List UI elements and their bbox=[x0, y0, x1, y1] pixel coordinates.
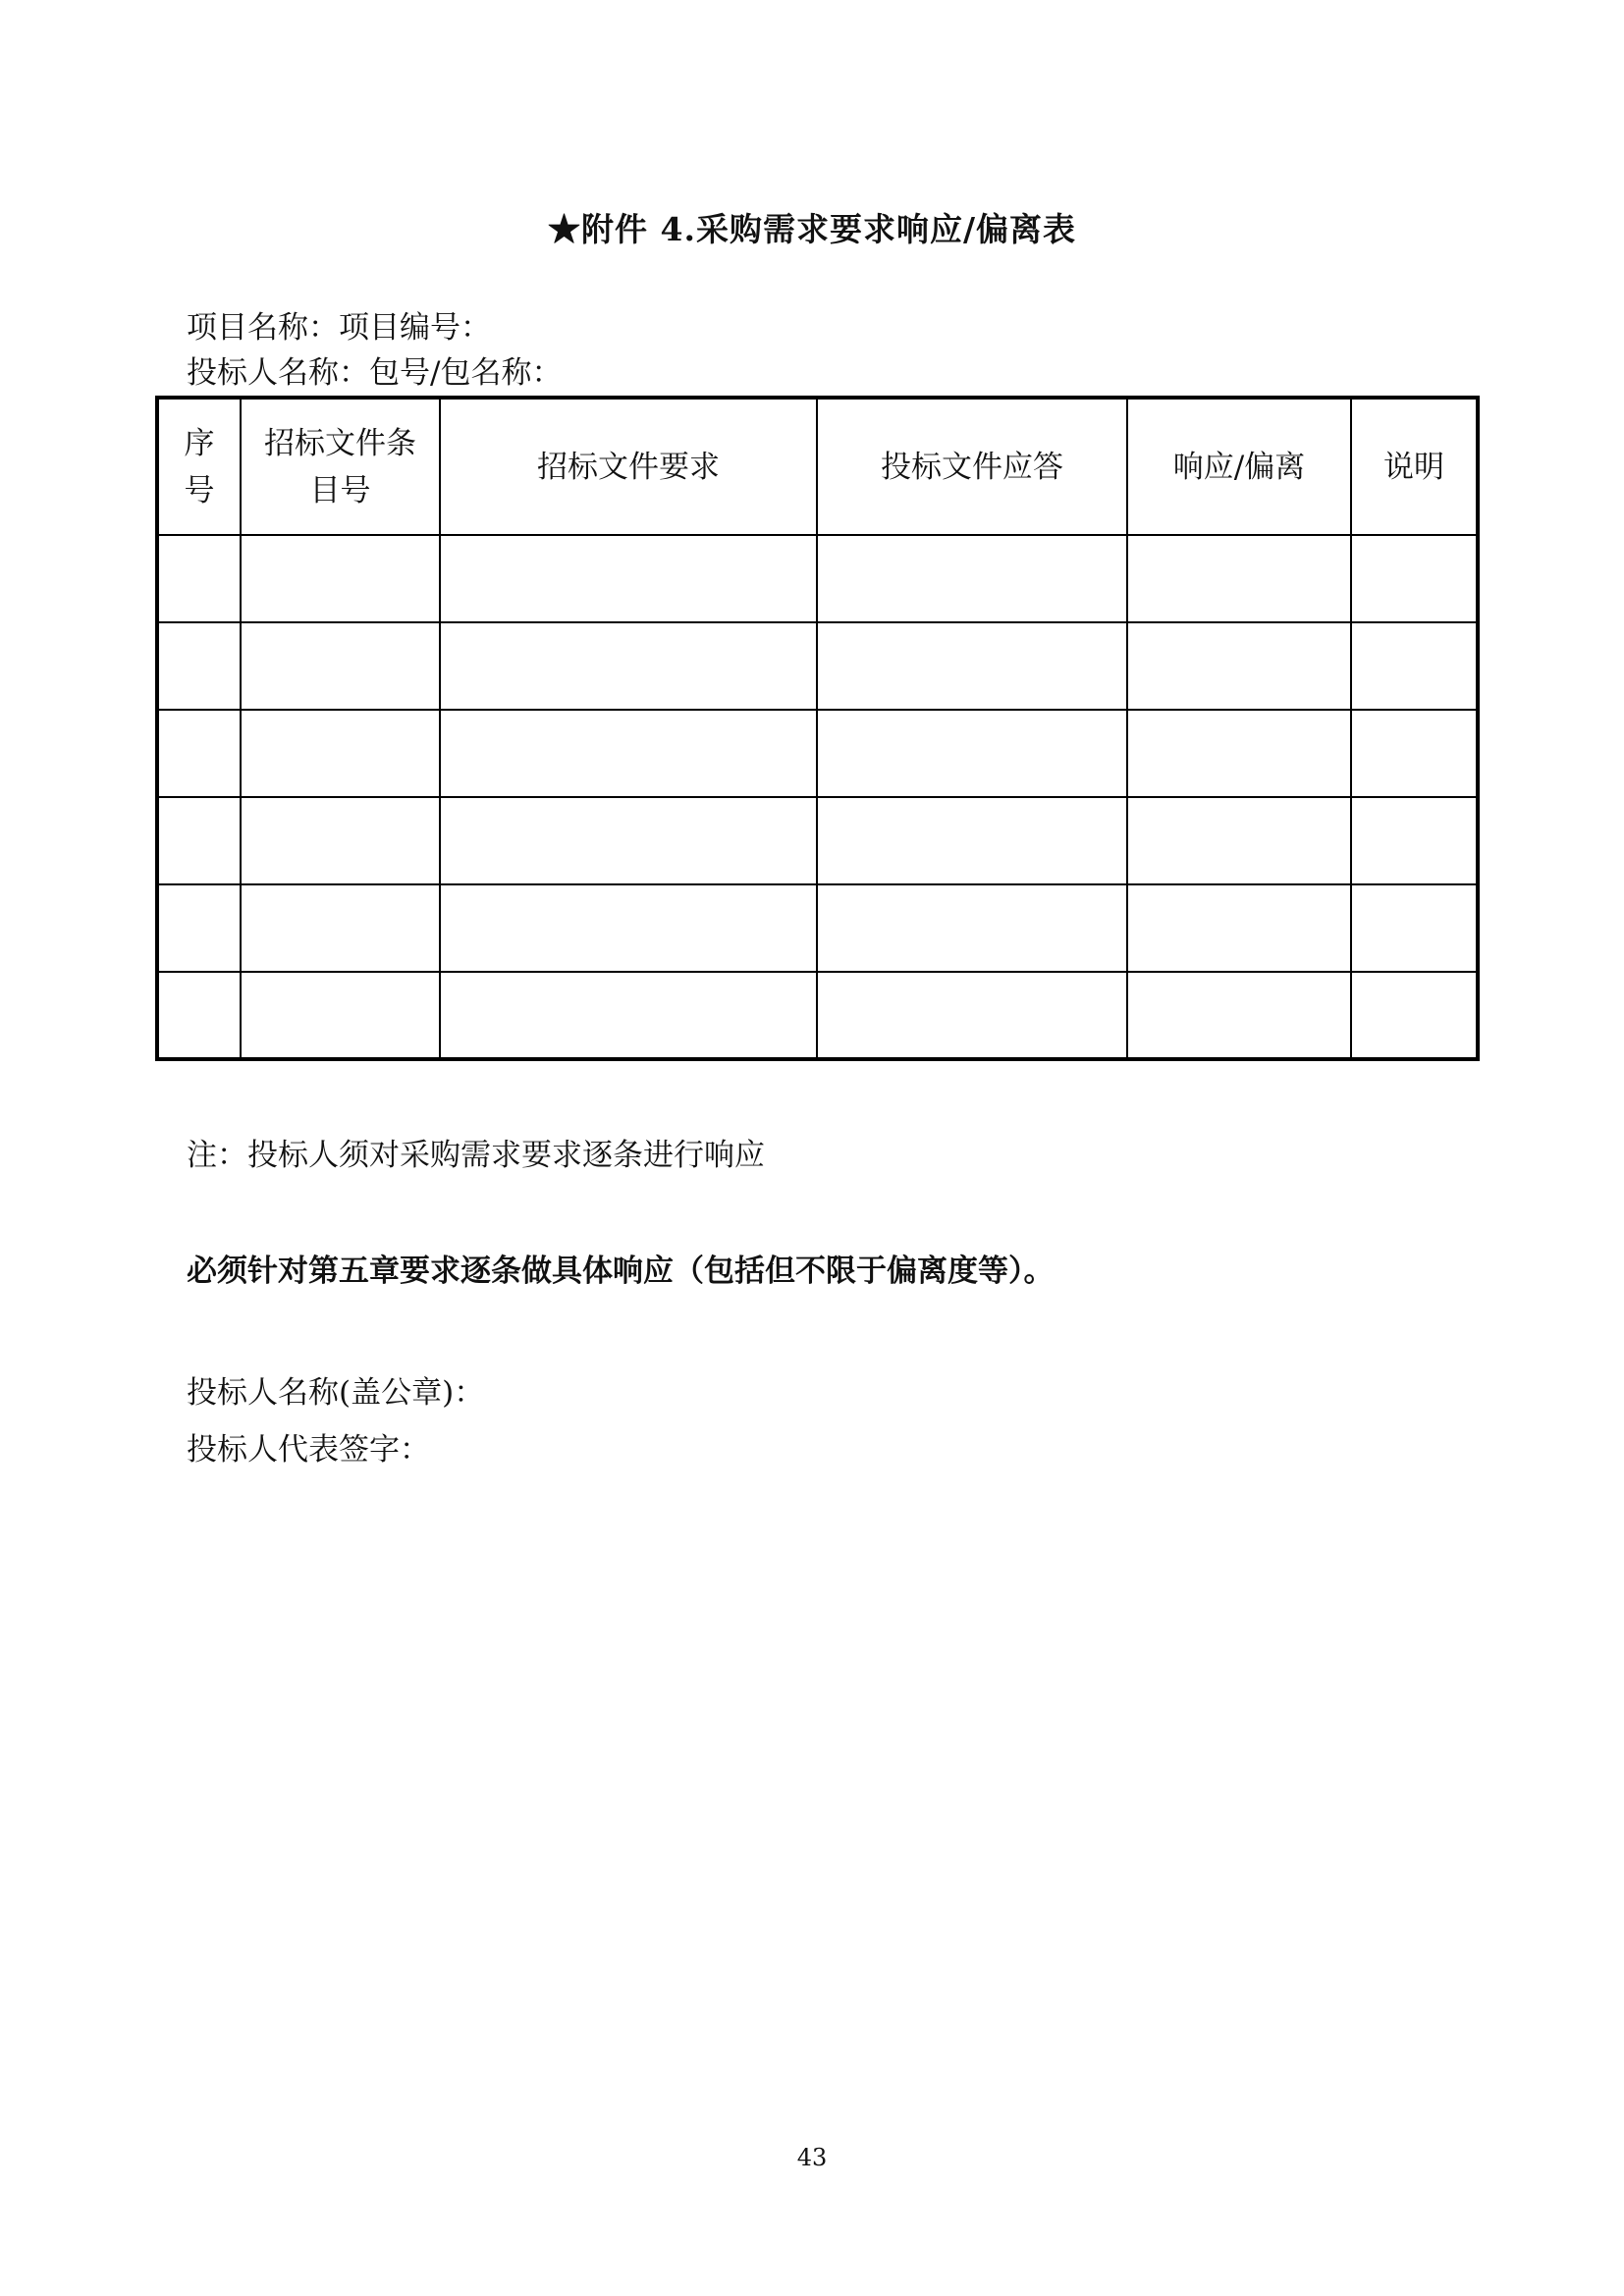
table-row bbox=[157, 884, 1478, 972]
header-seq bbox=[157, 398, 241, 535]
table-cell bbox=[1127, 710, 1351, 797]
header-remarks: 说明 bbox=[1351, 398, 1478, 535]
header-requirement: 招标文件要求 bbox=[440, 398, 817, 535]
table-cell bbox=[241, 622, 440, 710]
bold-note-text: 必须针对第五章要求逐条做具体响应（包括但不限于偏离度等）。 bbox=[187, 1254, 1055, 1289]
table-cell bbox=[817, 622, 1127, 710]
bidder-info-line: 投标人名称：包号/包名称： bbox=[187, 355, 563, 391]
table-cell bbox=[1127, 535, 1351, 622]
table-cell bbox=[440, 535, 817, 622]
representative-sign-line: 投标人代表签字： bbox=[187, 1432, 430, 1468]
table-cell bbox=[157, 972, 241, 1059]
table-cell bbox=[1127, 972, 1351, 1059]
table-row bbox=[157, 710, 1478, 797]
table-cell bbox=[241, 884, 440, 972]
table-header-row bbox=[157, 398, 1478, 535]
table-cell bbox=[1127, 884, 1351, 972]
table-cell bbox=[1351, 972, 1478, 1059]
header-response: 投标文件应答 bbox=[817, 398, 1127, 535]
table-cell bbox=[817, 797, 1127, 884]
table-cell bbox=[440, 884, 817, 972]
table-cell bbox=[157, 710, 241, 797]
table-cell bbox=[1127, 622, 1351, 710]
bidder-seal-line: 投标人名称(盖公章)： bbox=[187, 1375, 485, 1411]
note-text: 注：投标人须对采购需求要求逐条进行响应 bbox=[187, 1138, 765, 1173]
table-row bbox=[157, 797, 1478, 884]
header-seq-line1: 序 bbox=[184, 425, 215, 461]
table-cell bbox=[241, 972, 440, 1059]
deviation-table bbox=[155, 396, 1480, 1061]
table-cell bbox=[817, 972, 1127, 1059]
header-seq-line2: 号 bbox=[184, 472, 215, 508]
table-cell bbox=[1351, 535, 1478, 622]
table-cell bbox=[1351, 884, 1478, 972]
table-cell bbox=[157, 797, 241, 884]
table-cell bbox=[1351, 710, 1478, 797]
table-cell bbox=[157, 884, 241, 972]
table-cell bbox=[440, 797, 817, 884]
table-cell bbox=[241, 535, 440, 622]
page-title: ★附件 4.采购需求要求响应/偏离表 bbox=[548, 210, 1076, 248]
table-cell bbox=[440, 710, 817, 797]
table-cell bbox=[440, 972, 817, 1059]
header-deviation: 响应/偏离 bbox=[1127, 398, 1351, 535]
table-cell bbox=[241, 710, 440, 797]
table-cell bbox=[1351, 622, 1478, 710]
table-cell bbox=[817, 710, 1127, 797]
table-row bbox=[157, 622, 1478, 710]
project-info-line: 项目名称：项目编号： bbox=[187, 310, 491, 346]
header-clause-line2: 目号 bbox=[309, 472, 371, 508]
page-number: 43 bbox=[796, 2144, 828, 2171]
table-cell bbox=[817, 884, 1127, 972]
table-row bbox=[157, 972, 1478, 1059]
table-cell bbox=[241, 797, 440, 884]
table-cell bbox=[817, 535, 1127, 622]
header-clause-no bbox=[241, 398, 440, 535]
table-cell bbox=[1127, 797, 1351, 884]
header-clause-line1: 招标文件条 bbox=[264, 425, 416, 461]
table-cell bbox=[1351, 797, 1478, 884]
table-cell bbox=[157, 622, 241, 710]
table-cell bbox=[440, 622, 817, 710]
table-row bbox=[157, 535, 1478, 622]
table-body bbox=[157, 535, 1478, 1059]
table-cell bbox=[157, 535, 241, 622]
